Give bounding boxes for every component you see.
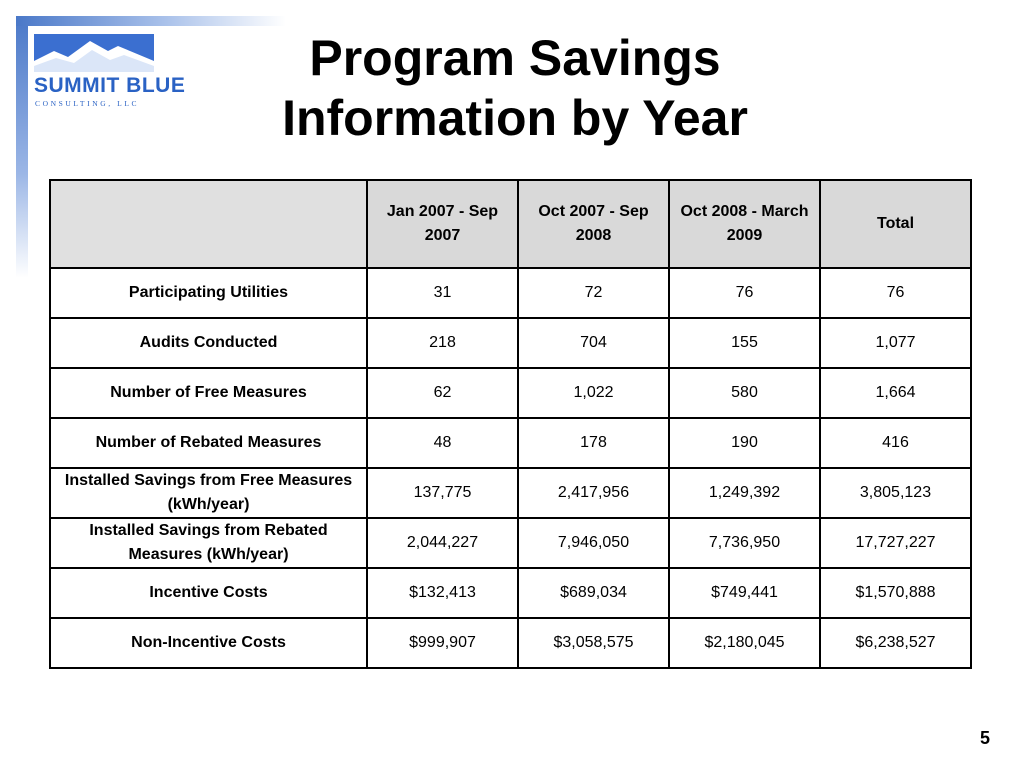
program-savings-table	[49, 179, 972, 669]
table-cell: 416	[820, 418, 971, 468]
table-cell: $749,441	[669, 568, 820, 618]
table-row	[50, 418, 971, 468]
table-row	[50, 568, 971, 618]
row-label: Installed Savings from Rebated Measures (kWh/year)	[50, 518, 367, 568]
left-accent-bar	[16, 16, 28, 278]
table-cell: 190	[669, 418, 820, 468]
table-row	[50, 468, 971, 518]
row-label: Participating Utilities	[50, 268, 367, 318]
table-cell: 31	[367, 268, 518, 318]
table-cell: 7,946,050	[518, 518, 669, 568]
table-cell: 137,775	[367, 468, 518, 518]
table-cell: 580	[669, 368, 820, 418]
page-number: 5	[979, 728, 990, 748]
table-cell: 1,022	[518, 368, 669, 418]
row-label: Number of Rebated Measures	[50, 418, 367, 468]
table-cell: $132,413	[367, 568, 518, 618]
table-cell: $2,180,045	[669, 618, 820, 668]
page-title-line-1: Program Savings	[309, 30, 721, 86]
table-row	[50, 518, 971, 568]
table-header-row	[50, 180, 971, 268]
table-cell: 76	[820, 268, 971, 318]
logo-company-name: SUMMIT BLUE	[34, 74, 186, 97]
table-cell: 704	[518, 318, 669, 368]
row-label: Audits Conducted	[50, 318, 367, 368]
page-title	[200, 28, 830, 148]
row-label: Incentive Costs	[50, 568, 367, 618]
table-cell: 178	[518, 418, 669, 468]
row-label: Number of Free Measures	[50, 368, 367, 418]
company-logo	[34, 34, 186, 114]
column-header: Oct 2007 - Sep 2008	[518, 180, 669, 268]
top-accent-bar	[16, 16, 286, 26]
table-cell: 3,805,123	[820, 468, 971, 518]
table-cell: 2,044,227	[367, 518, 518, 568]
table-cell: 48	[367, 418, 518, 468]
table-row	[50, 618, 971, 668]
table-cell: 72	[518, 268, 669, 318]
table-cell: $6,238,527	[820, 618, 971, 668]
table-row	[50, 318, 971, 368]
row-label: Non-Incentive Costs	[50, 618, 367, 668]
table-cell: 2,417,956	[518, 468, 669, 518]
column-header: Oct 2008 - March 2009	[669, 180, 820, 268]
column-header: Jan 2007 - Sep 2007	[367, 180, 518, 268]
table-cell: 17,727,227	[820, 518, 971, 568]
table-cell: 155	[669, 318, 820, 368]
table-cell: 62	[367, 368, 518, 418]
table-row	[50, 368, 971, 418]
table-cell: $1,570,888	[820, 568, 971, 618]
row-label: Installed Savings from Free Measures (kWh/year)	[50, 468, 367, 518]
table-cell: 1,249,392	[669, 468, 820, 518]
page-title-line-2: Information by Year	[282, 90, 748, 146]
logo-company-subtitle: CONSULTING, LLC	[35, 99, 140, 108]
header-corner-cell	[50, 180, 367, 268]
table-cell: $999,907	[367, 618, 518, 668]
table-cell: 76	[669, 268, 820, 318]
table-row	[50, 268, 971, 318]
mountain-logo-icon	[34, 34, 154, 72]
table-cell: 218	[367, 318, 518, 368]
table-cell: $689,034	[518, 568, 669, 618]
table-cell: 1,077	[820, 318, 971, 368]
table-cell: $3,058,575	[518, 618, 669, 668]
table-cell: 1,664	[820, 368, 971, 418]
column-header: Total	[820, 180, 971, 268]
table-cell: 7,736,950	[669, 518, 820, 568]
